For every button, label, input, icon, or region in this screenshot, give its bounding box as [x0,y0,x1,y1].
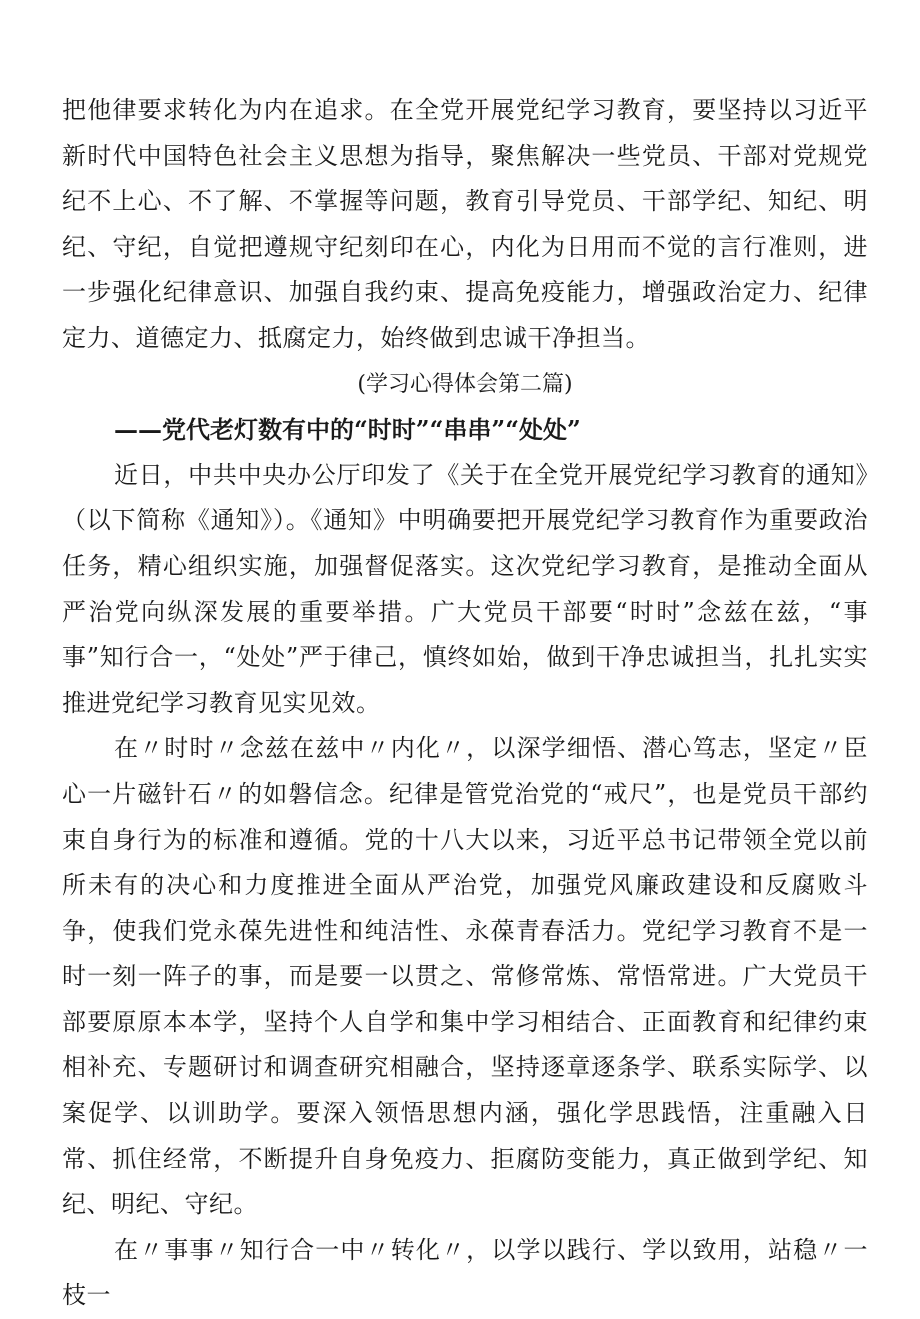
paragraph-shishi: 在〃时时〃念兹在兹中〃内化〃，以深学细悟、潜心笃志，坚定〃臣心一片磁针石〃的如磐信念。纪律是管党治党的“戒尺”，也是党员干部约束自身行为的标准和遵循。党的十八大以来，习近平总书记带领全党以前所未有的决心和力度推进全面从严治党，加强党风廉政建设和反腐败斗争，使我们党永葆先进性和纯洁性、永葆青春活力。党纪学习教育不是一时一刻一阵子的事，而是要一以贯之、常修常炼、常悟常进。广大党员干部要原原本本学，坚持个人自学和集中学习相结合、正面教育和纪律约束相补充、专题研讨和调查研究相融合，坚持逐章逐条学、联系实际学、以案促学、以训助学。要深入领悟思想内涵，强化学思践悟，注重融入日常、抓住经常，不断提升自身免疫力、拒腐防变能力，真正做到学纪、知纪、明纪、守纪。 [62,734,868,1219]
document-page [62,88,868,1319]
paragraph-continuation: 把他律要求转化为内在追求。在全党开展党纪学习教育，要坚持以习近平新时代中国特色社会主义思想为指导，聚焦解决一些党员、干部对党规党纪不上心、不了解、不掌握等问题，教育引导党员、干部学纪、知纪、明纪、守纪，自觉把遵规守纪刻印在心，内化为日用而不觉的言行准则，进一步强化纪律意识、加强自我约束、提高免疫能力，增强政治定力、纪律定力、道德定力、抵腐定力，始终做到忠诚干净担当。 [62,96,868,352]
section-title: (学习心得体会第二篇) [357,371,573,397]
paragraph-shishi-2: 在〃事事〃知行合一中〃转化〃，以学以践行、学以致用，站稳〃一枝一 [62,1235,868,1310]
paragraph-intro: 近日，中共中央办公厅印发了《关于在全党开展党纪学习教育的通知》（以下简称《通知》）。《通知》中明确要把开展党纪学习教育作为重要政治任务，精心组织实施，加强督促落实。这次党纪学习教育，是推动全面从严治党向纵深发展的重要举措。广大党员干部要“时时”念兹在兹，“事事”知行合一，“处处”严于律己，慎终如始，做到干净忠诚担当，扎扎实实推进党纪学习教育见实见效。 [62,460,868,717]
section-subtitle: ——党代老灯数有中的“时时”“串串”“处处” [114,415,581,445]
